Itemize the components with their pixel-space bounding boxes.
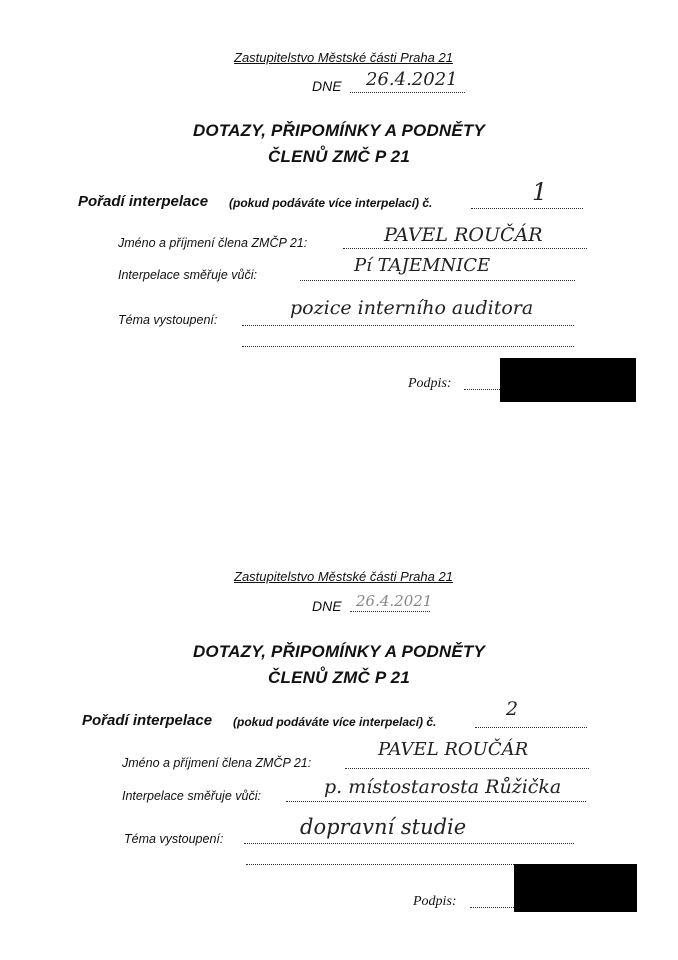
redacted-signature: [500, 358, 636, 402]
name-label: Jméno a příjmení člena ZMČP 21:: [122, 756, 312, 770]
form-header: Zastupitelstvo Městské části Praha 21: [234, 569, 453, 584]
order-sublabel: (pokud podáváte více interpelací) č.: [233, 715, 437, 729]
form-title-line1: DOTAZY, PŘIPOMÍNKY A PODNĚTY: [192, 642, 486, 661]
target-line: [300, 280, 575, 281]
name-value: PAVEL ROUČÁR: [384, 224, 543, 246]
name-line: [343, 248, 587, 249]
signature-label: Podpis:: [408, 376, 452, 391]
topic-label: Téma vystoupení:: [124, 832, 224, 846]
form-title-line2: ČLENŮ ZMČ P 21: [268, 668, 410, 687]
order-label: Pořadí interpelace: [82, 712, 213, 729]
date-label: DNE: [312, 78, 342, 94]
signature-line: [470, 907, 514, 908]
order-value: 1: [532, 178, 548, 206]
topic-label: Téma vystoupení:: [118, 313, 218, 327]
target-line: [286, 801, 586, 802]
redacted-signature: [514, 864, 637, 912]
name-line: [345, 768, 589, 769]
form-title-line1: DOTAZY, PŘIPOMÍNKY A PODNĚTY: [192, 121, 486, 140]
date-line: [350, 611, 430, 612]
order-sublabel: (pokud podáváte více interpelací) č.: [229, 196, 433, 210]
form-title-line2: ČLENŮ ZMČ P 21: [268, 147, 410, 166]
date-value: 26.4.2021: [356, 592, 433, 610]
topic-line: [244, 843, 574, 844]
date-line: [350, 92, 465, 93]
target-value: p. místostarosta Růžička: [324, 776, 562, 798]
order-line: [475, 727, 587, 728]
topic-line: [242, 325, 574, 326]
form-header: Zastupitelstvo Městské části Praha 21: [234, 50, 453, 65]
signature-line: [464, 389, 500, 390]
name-label: Jméno a příjmení člena ZMČP 21:: [118, 236, 308, 250]
date-value: 26.4.2021: [366, 69, 458, 90]
name-value: PAVEL ROUČÁR: [378, 739, 529, 760]
target-value: Pí TAJEMNICE: [354, 255, 491, 276]
topic-value: pozice interního auditora: [290, 297, 534, 319]
target-label: Interpelace směřuje vůči:: [118, 268, 257, 282]
target-label: Interpelace směřuje vůči:: [122, 789, 261, 803]
signature-label: Podpis:: [413, 894, 457, 909]
order-line: [471, 208, 583, 209]
order-label: Pořadí interpelace: [78, 193, 209, 210]
order-value: 2: [506, 698, 519, 720]
topic-value: dopravní studie: [300, 815, 467, 839]
date-label: DNE: [312, 598, 342, 614]
topic-line-2: [242, 346, 574, 347]
